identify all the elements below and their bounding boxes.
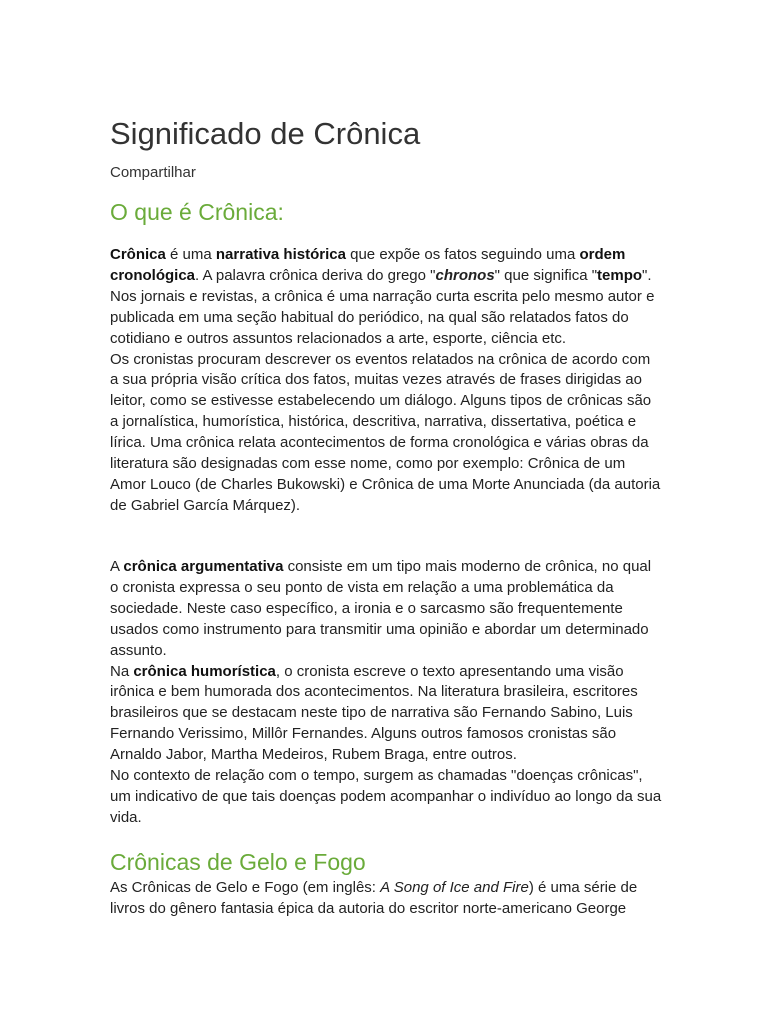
text-span: ". Nos jornais e revistas, a crônica é uma narração curta escrita pelo mesmo autor e publicada em uma seção habitual do periódico, na qual são relatados fatos do cotidiano e outros assuntos relacionados a arte, esporte, ciência etc. — [110, 266, 655, 347]
section-heading-what-is: O que é Crônica: — [110, 199, 284, 225]
text-span: consiste em um tipo mais moderno de crônica, no qual o cronista expressa o seu ponto de vista em relação a uma problemática da sociedade. Neste caso específico, a ironia e o sarcasmo são frequentemente usados como instrumento para transmitir uma opinião e abordar um determinado assunto. — [110, 558, 652, 659]
text-span: é uma — [165, 246, 216, 263]
paragraph-argumentativa — [110, 557, 662, 662]
section-heading-gelo-fogo: Crônicas de Gelo e Fogo — [110, 849, 366, 875]
term-tempo: tempo — [597, 266, 643, 284]
text-span: " que significa " — [494, 266, 598, 284]
text-span: A — [110, 558, 124, 575]
term-narrativa-historica: narrativa histórica — [215, 246, 346, 263]
paragraph-block-types — [110, 557, 662, 829]
term-chronos: chronos — [435, 266, 495, 284]
term-cronica-argumentativa: crônica argumentativa — [123, 558, 284, 575]
text-span: . A palavra crônica deriva do grego " — [195, 266, 436, 284]
share-link[interactable]: Compartilhar — [110, 164, 196, 181]
paragraph-doencas: No contexto de relação com o tempo, surgem as chamadas "doenças crônicas", um indicativo de que tais doenças podem acompanhar o indivíduo ao longo da sua vida. — [110, 767, 662, 826]
term-song-of-ice-and-fire: A Song of Ice and Fire — [380, 879, 529, 896]
text-span: ) é uma série de livros do gênero fantasia épica da autoria do escritor norte-americano George — [110, 879, 638, 917]
paragraph-definition — [110, 245, 662, 350]
paragraph-gelo-fogo — [110, 878, 662, 920]
term-cronica: Crônica — [110, 246, 166, 263]
page-title: Significado de Crônica — [110, 116, 421, 151]
text-span: que expõe os fatos seguindo uma — [345, 246, 580, 263]
paragraph-block-gelo-fogo — [110, 878, 662, 920]
term-cronica-humoristica: crônica humorística — [133, 662, 276, 680]
paragraph-cronistas: Os cronistas procuram descrever os eventos relatados na crônica de acordo com a sua própria visão crítica dos fatos, muitas vezes através de frases dirigidas ao leitor, como se estivesse estabelecendo um diálogo. Alguns tipos de crônicas são a jornalística, humorística, histórica, descritiva, narrativa, dissertativa, poética e lírica. Uma crônica relata acontecimentos de forma cronológica e várias obras da literatura são designadas com esse nome, como por exemplo: Crônica de um Amor Louco (de Charles Bukowski) e Crônica de uma Morte Anunciada (da autoria de Gabriel García Márquez). — [110, 350, 661, 514]
paragraph-humoristica — [110, 662, 662, 767]
text-span: Na — [110, 662, 134, 680]
text-span: , o cronista escreve o texto apresentando uma visão irônica e bem humorada dos acontecimentos. Na literatura brasileira, escritores brasileiros que se destacam neste tipo de narrativa são Fernando Sabino, Luis Fernando Verissimo, Millôr Fernandes. Alguns outros famosos cronistas são Arnaldo Jabor, Martha Medeiros, Rubem Braga, entre outros. — [110, 662, 638, 764]
term-ordem-cronologica: ordem cronológica — [110, 246, 626, 284]
paragraph-block-definition — [110, 245, 662, 517]
text-span: As Crônicas de Gelo e Fogo (em inglês: — [110, 879, 381, 896]
